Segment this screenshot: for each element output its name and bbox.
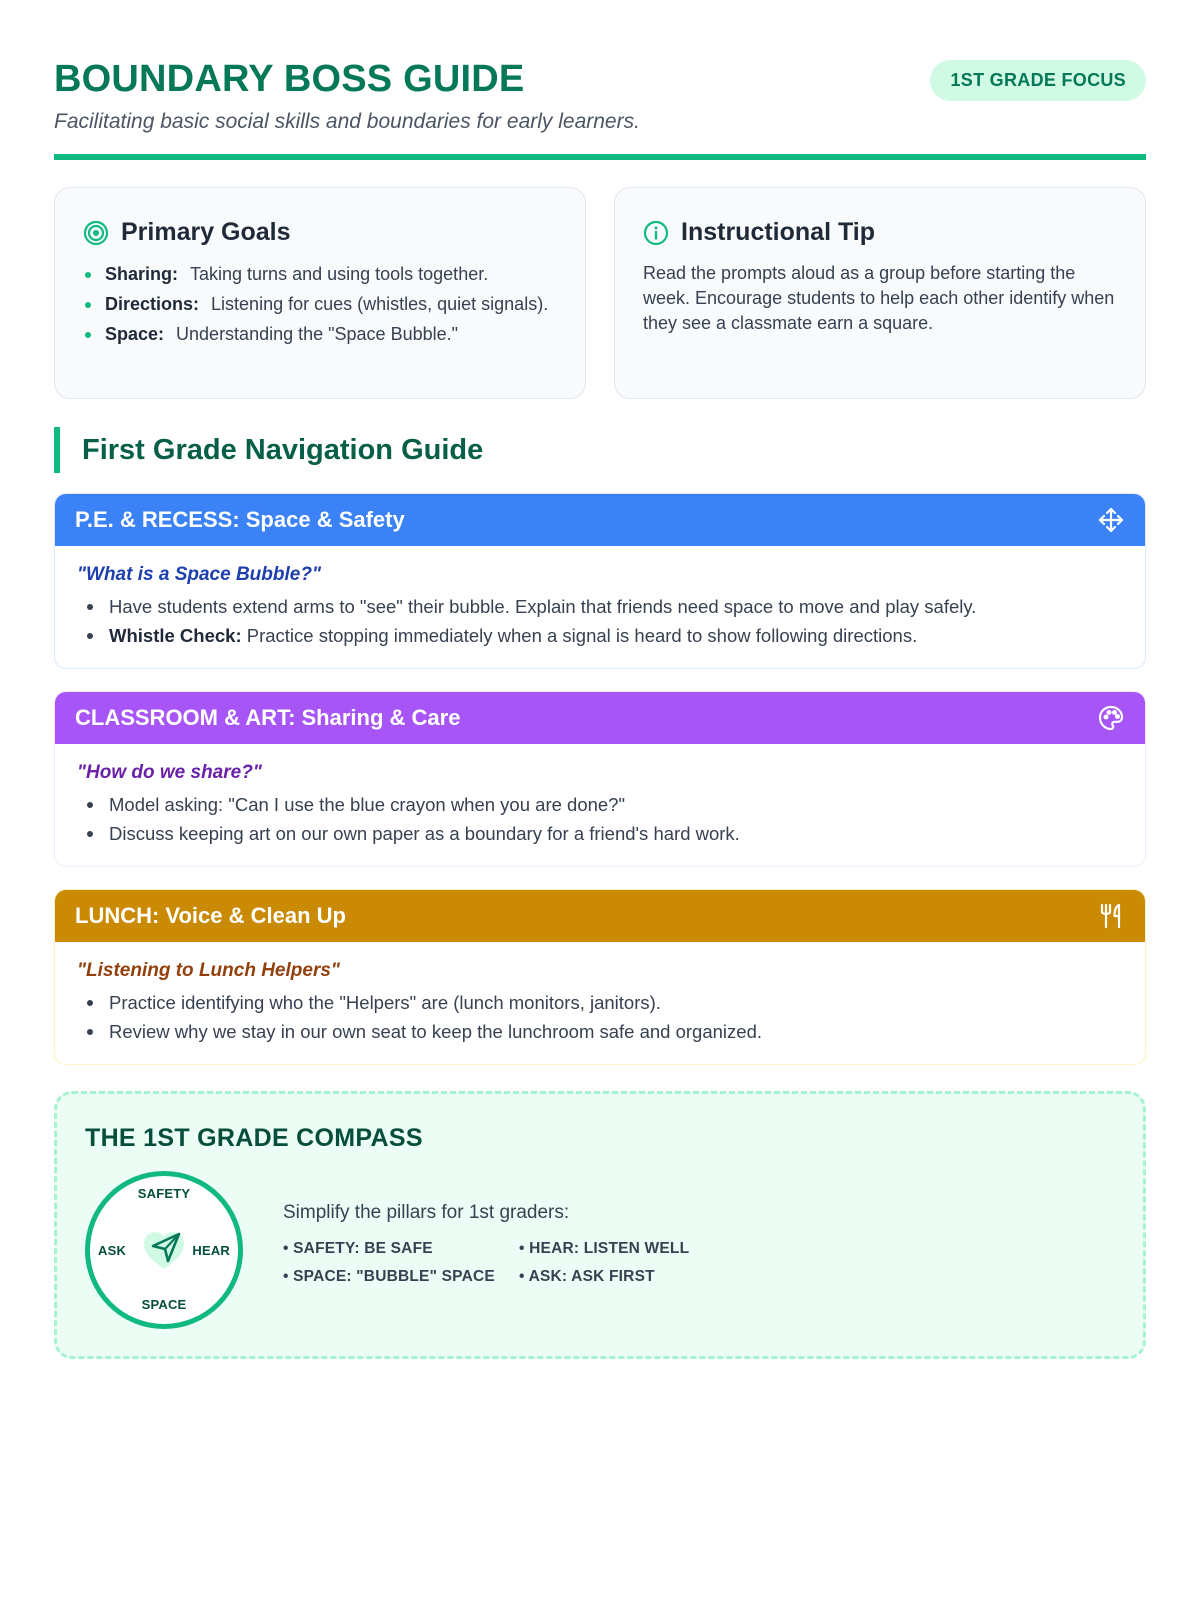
instructional-tip-header (643, 218, 1117, 247)
list-item: • SPACE: "BUBBLE" SPACE (283, 1268, 519, 1286)
panel-body (55, 546, 1145, 668)
panel-title: CLASSROOM & ART: Sharing & Care (75, 705, 461, 730)
bullet-text: Review why we stay in our own seat to keep the lunchroom safe and organized. (109, 1021, 763, 1042)
goal-text: Taking turns and using tools together. (190, 264, 489, 284)
classroom-art-panel (54, 691, 1146, 867)
goals-list (83, 261, 557, 347)
bullet-text: Have students extend arms to "see" their bubble. Explain that friends need space to move and play safely. (109, 596, 977, 617)
list-item (83, 321, 557, 347)
panel-bullets (77, 988, 1123, 1046)
panel-prompt: "How do we share?" (77, 762, 262, 783)
list-item (77, 790, 1123, 819)
list-item: • HEAR: LISTEN WELL (519, 1240, 719, 1258)
panel-body (55, 744, 1145, 866)
goal-label: Directions: (105, 294, 200, 314)
compass-row (85, 1171, 1115, 1329)
primary-goals-card (54, 187, 586, 399)
section-title: First Grade Navigation Guide (54, 427, 1146, 473)
bullet-text: Practice identifying who the "Helpers" are (lunch monitors, janitors). (109, 992, 661, 1013)
goal-text: Understanding the "Space Bubble." (176, 324, 459, 344)
compass-section (54, 1091, 1146, 1359)
panel-prompt: "Listening to Lunch Helpers" (77, 960, 340, 981)
page-subtitle: Facilitating basic social skills and boundaries for early learners. (54, 110, 640, 133)
list-item (77, 819, 1123, 848)
list-item (83, 291, 557, 317)
compass-info (283, 1202, 719, 1286)
bullet-text: Practice stopping immediately when a signal is heard to show following directions. (241, 625, 918, 646)
panel-body (55, 942, 1145, 1064)
list-item (77, 988, 1123, 1017)
pe-recess-panel (54, 493, 1146, 669)
goal-text: Listening for cues (whistles, quiet signals). (211, 294, 549, 314)
summary-cards (54, 187, 1146, 399)
compass-point-left: ASK (98, 1243, 127, 1258)
page-title: BOUNDARY BOSS GUIDE (54, 58, 525, 100)
compass-point-right: HEAR (192, 1243, 230, 1258)
utensils-icon (1097, 902, 1125, 930)
panel-bullets (77, 790, 1123, 848)
bullet-bold: Whistle Check: (109, 625, 242, 646)
info-icon (643, 220, 669, 246)
list-item: • SAFETY: BE SAFE (283, 1240, 519, 1258)
panel-header (55, 890, 1145, 942)
instructional-tip-title: Instructional Tip (681, 218, 875, 246)
panel-header (55, 692, 1145, 744)
list-item (83, 261, 557, 287)
move-arrows-icon (1097, 506, 1125, 534)
goal-label: Space: (105, 324, 165, 344)
lunch-panel (54, 889, 1146, 1065)
panel-title: P.E. & RECESS: Space & Safety (75, 507, 405, 532)
bullet-text: Model asking: "Can I use the blue crayon when you are done?" (109, 794, 626, 815)
page-header (54, 56, 1146, 160)
pillars-list (283, 1240, 719, 1286)
panel-prompt: "What is a Space Bubble?" (77, 564, 321, 585)
list-item (77, 1017, 1123, 1046)
panel-title: LUNCH: Voice & Clean Up (75, 903, 346, 928)
primary-goals-header (83, 218, 557, 247)
target-icon (83, 220, 109, 246)
compass-point-bottom: SPACE (141, 1297, 187, 1312)
list-item: • ASK: ASK FIRST (519, 1268, 719, 1286)
list-item (77, 592, 1123, 621)
navigation-heart-icon (139, 1225, 189, 1275)
compass-title: THE 1ST GRADE COMPASS (85, 1124, 423, 1152)
instructional-tip-text: Read the prompts aloud as a group before starting the week. Encourage students to help each other identify when they see a classmate earn a square. (643, 263, 1115, 333)
instructional-tip-card (614, 187, 1146, 399)
palette-icon (1097, 704, 1125, 732)
bullet-text: Discuss keeping art on our own paper as a boundary for a friend's hard work. (109, 823, 740, 844)
list-item (77, 621, 1123, 650)
compass-graphic (85, 1171, 243, 1329)
primary-goals-title: Primary Goals (121, 218, 291, 246)
compass-intro: Simplify the pillars for 1st graders: (283, 1202, 570, 1223)
grade-badge: 1ST GRADE FOCUS (930, 60, 1146, 101)
panel-bullets (77, 592, 1123, 650)
goal-label: Sharing: (105, 264, 179, 284)
compass-point-top: SAFETY (137, 1186, 191, 1201)
panel-header (55, 494, 1145, 546)
